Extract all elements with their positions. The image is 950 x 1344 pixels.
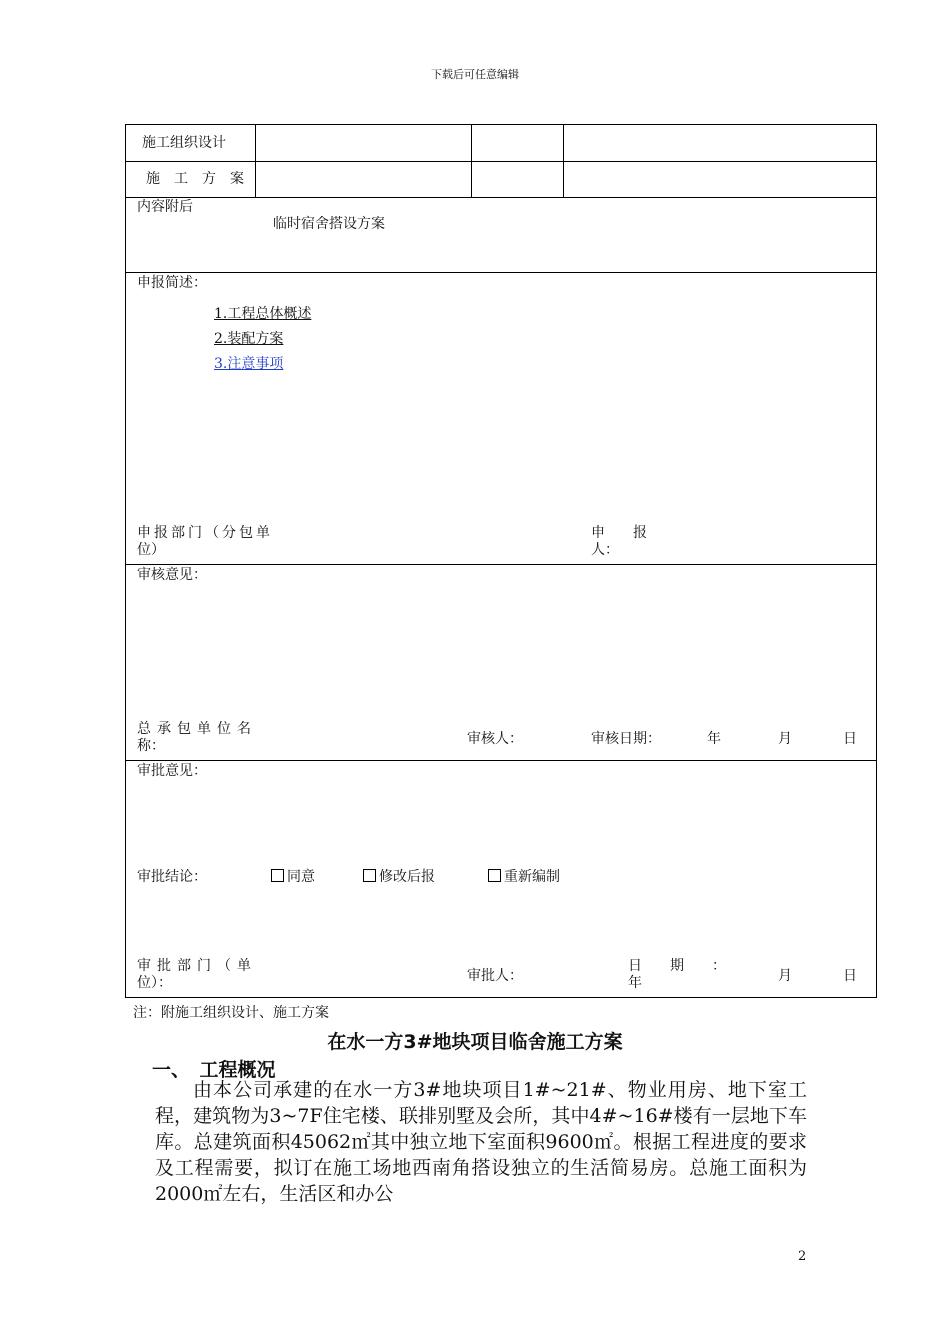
- row-label-construction-design: 施工组织设计: [142, 135, 226, 151]
- approve-day: 日: [843, 968, 857, 984]
- approver-label: 审批人：: [467, 968, 523, 984]
- conclusion-label: 审批结论：: [137, 869, 207, 885]
- option-agree[interactable]: 同意: [271, 869, 315, 886]
- option-redo[interactable]: 重新编制: [488, 869, 560, 886]
- row-label-construction-plan: 施 工 方 案: [146, 171, 244, 187]
- toc-link-assembly[interactable]: 2.装配方案: [214, 331, 284, 347]
- approve-label: 审批意见：: [137, 763, 207, 779]
- header-note: 下载后可任意编辑: [431, 68, 519, 81]
- review-month: 月: [778, 731, 792, 747]
- contractor-label-line1: 总承包单位名: [137, 721, 257, 737]
- approve-dept-line2: 位）：: [137, 975, 172, 991]
- reviewer-label: 审核人：: [467, 731, 523, 747]
- dept-label-line2: 位）: [137, 542, 165, 558]
- document-title: 在水一方3#地块项目临舍施工方案: [327, 1031, 623, 1053]
- dept-label-line1: 申报部门（分包单: [137, 525, 273, 541]
- review-year: 年: [707, 731, 721, 747]
- approve-month: 月: [778, 968, 792, 984]
- contractor-label-line2: 称：: [137, 738, 165, 754]
- toc-link-overview[interactable]: 1.工程总体概述: [214, 306, 312, 322]
- approve-date-line2: 年: [628, 975, 642, 991]
- review-label: 审核意见：: [137, 567, 207, 583]
- section-heading: 一、 工程概况: [152, 1059, 276, 1081]
- body-paragraph: 由本公司承建的在水一方3#地块项目1#~21#、物业用房、地下室工程，建筑物为3~7F住宅楼、联排别墅及会所，其中4#~16#楼有一层地下车库。总建筑面积45062㎡其中独立地下室面积9600㎡。根据工程进度的要求及工程需要，拟订在施工场地西南角搭设独立的生活简易房。总施工面积为2000㎡左右，生活区和办公: [155, 1079, 807, 1205]
- reporter-label-line1: 申 报: [591, 525, 647, 541]
- content-value: 临时宿舍搭设方案: [273, 216, 385, 232]
- reporter-label-line2: 人：: [591, 542, 619, 558]
- page-number: 2: [798, 1249, 807, 1264]
- content-label: 内容附后: [137, 199, 193, 215]
- option-modify[interactable]: 修改后报: [363, 869, 435, 886]
- toc-link-notes[interactable]: 3.注意事项: [214, 356, 284, 372]
- review-day: 日: [843, 731, 857, 747]
- checkbox-icon: [488, 869, 501, 882]
- approve-dept-line1: 审批部门（单: [137, 958, 257, 974]
- approve-date-line1: 日 期 ：: [628, 958, 726, 974]
- review-date-label: 审核日期：: [591, 731, 661, 747]
- checkbox-icon: [271, 869, 284, 882]
- footnote: 注：附施工组织设计、施工方案: [133, 1005, 329, 1021]
- summary-label: 申报简述：: [137, 275, 207, 291]
- checkbox-icon: [363, 869, 376, 882]
